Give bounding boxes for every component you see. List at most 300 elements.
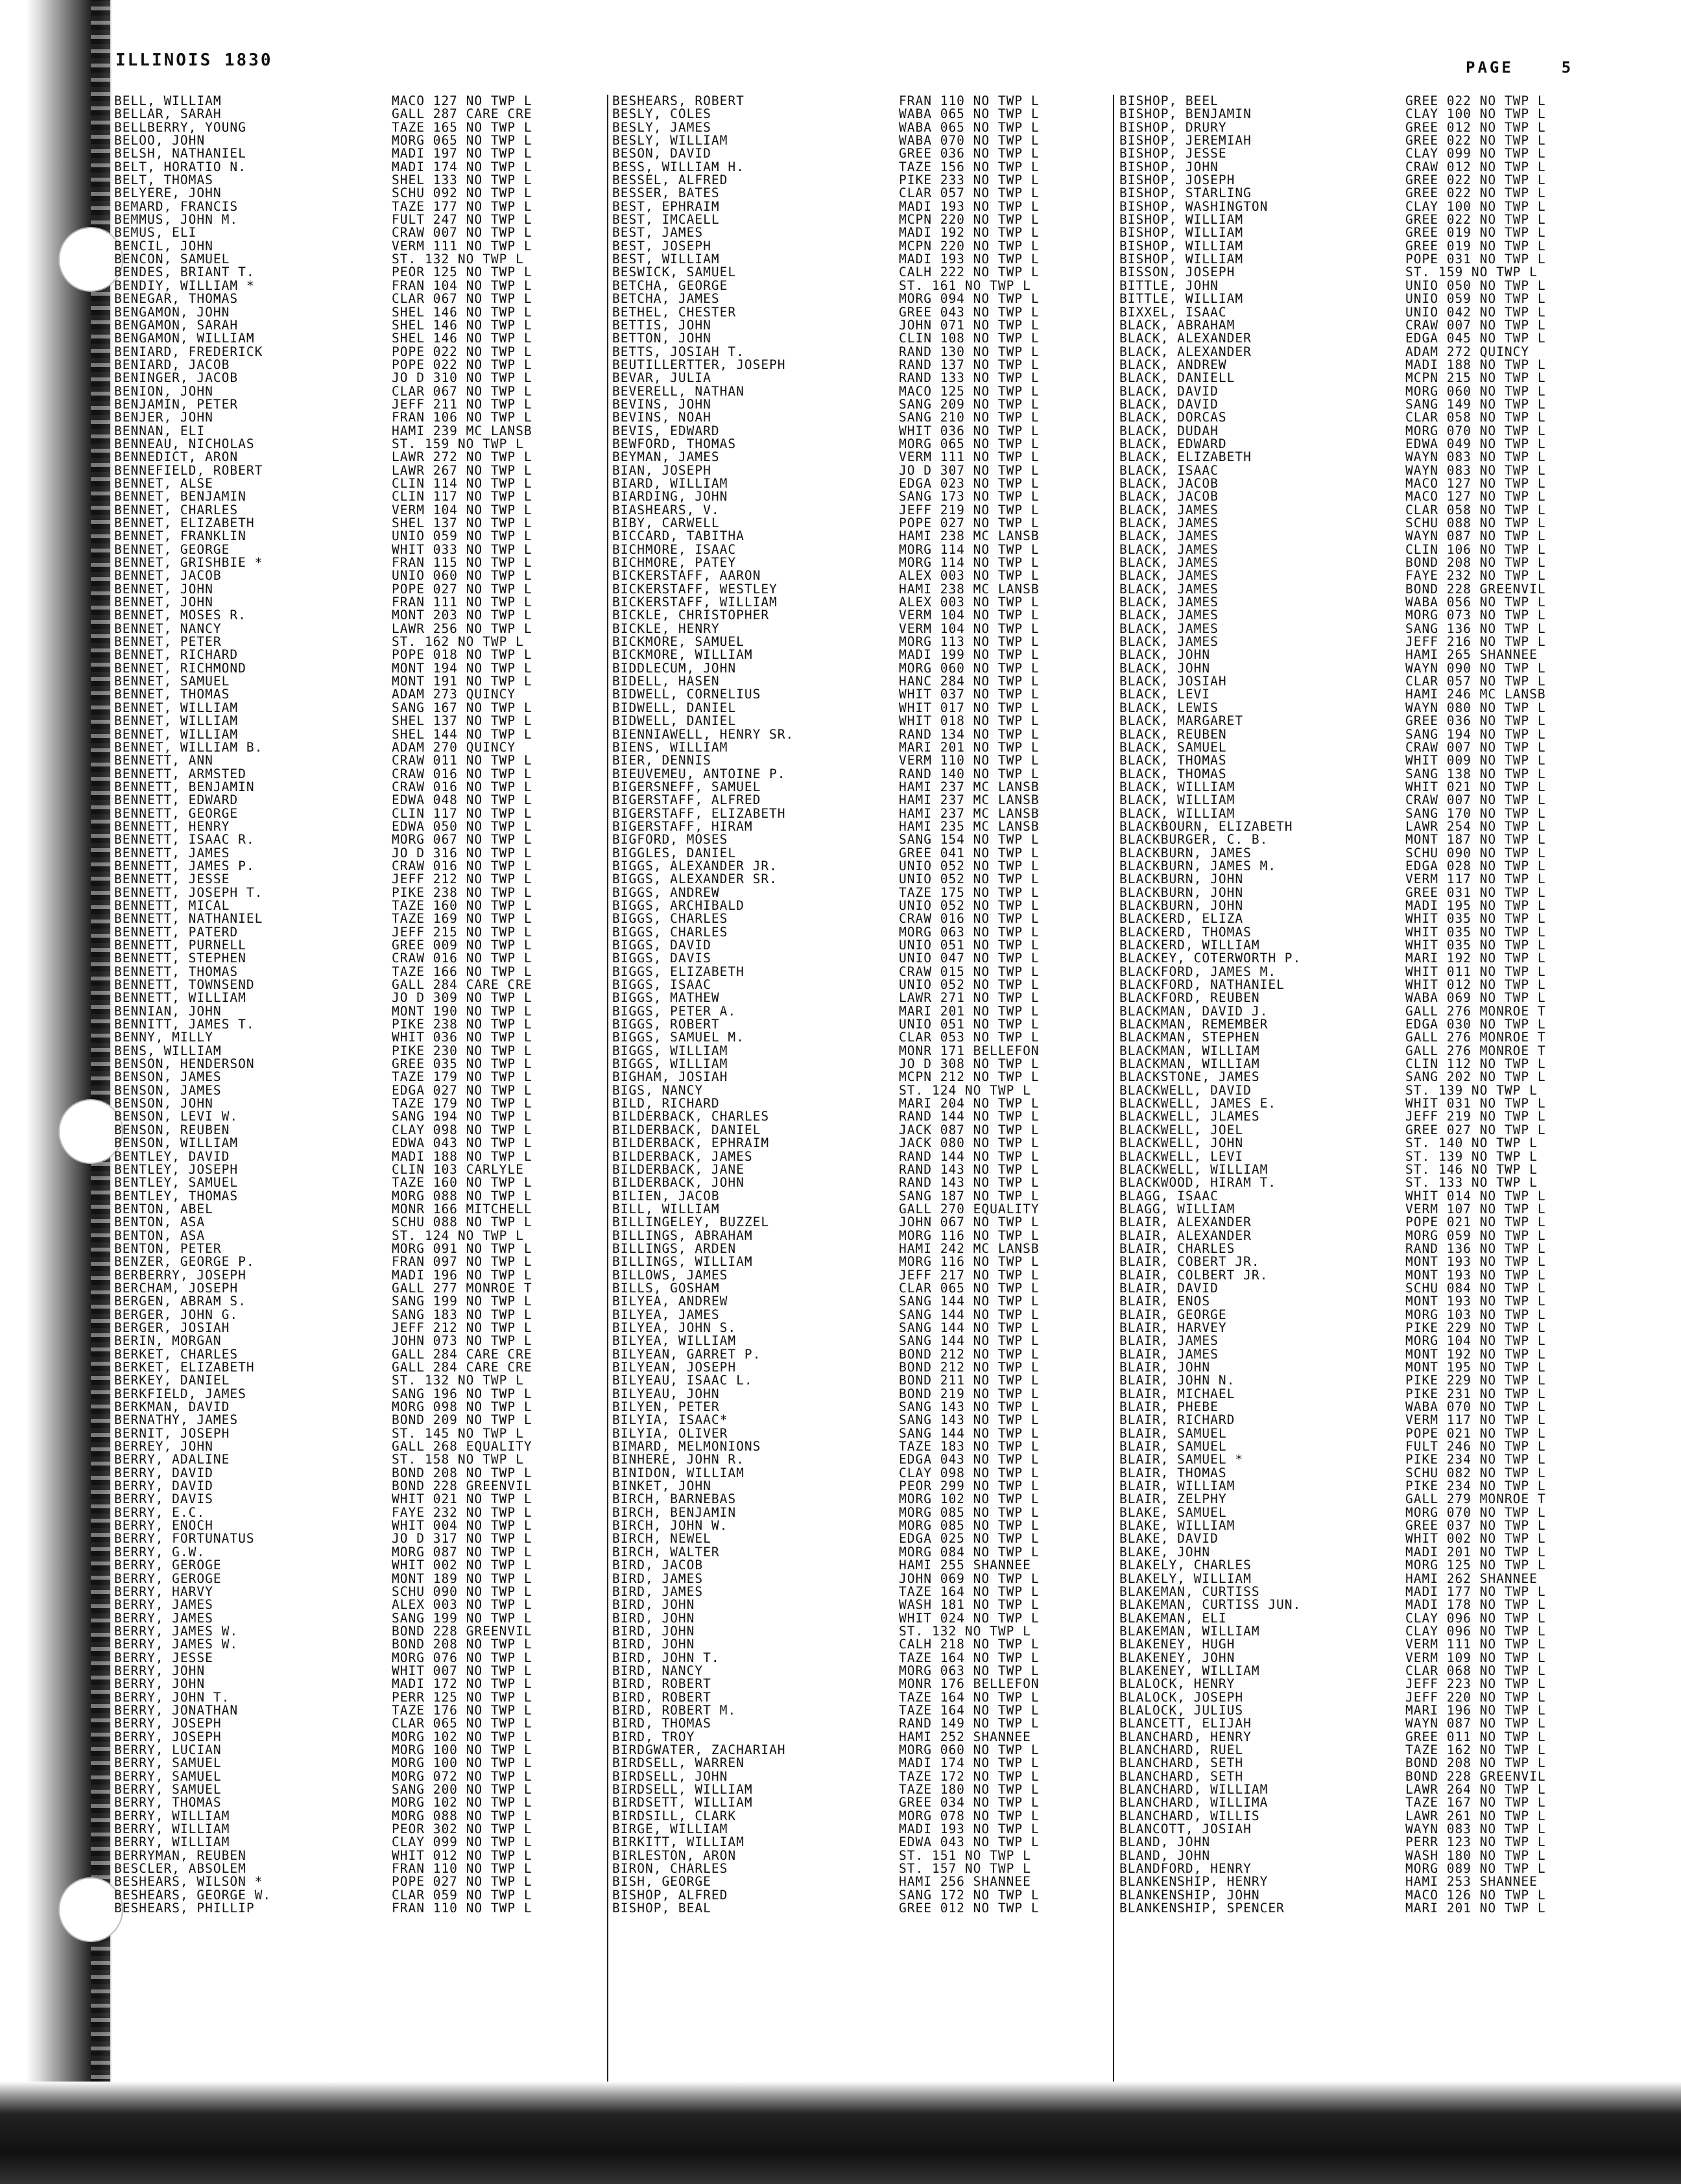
entry-place: MONT 193 NO TWP L xyxy=(1405,1267,1546,1283)
entry-place: BOND 212 NO TWP L xyxy=(899,1360,1040,1375)
entry-name: BERRY, JONATHAN xyxy=(114,1702,239,1718)
entry-place: EDWA 048 NO TWP L xyxy=(392,792,532,808)
entry-place: BOND 219 NO TWP L xyxy=(899,1386,1040,1401)
entry-name: BLACK, JAMES xyxy=(1119,555,1219,571)
entry-place: RAND 143 NO TWP L xyxy=(899,1175,1040,1191)
entry-name: BENNETT, ARMSTED xyxy=(114,766,246,781)
entry-name: BLACK, REUBEN xyxy=(1119,726,1227,742)
entry-name: BEST, JAMES xyxy=(612,225,704,241)
entry-place: SHEL 144 NO TWP L xyxy=(392,726,532,742)
entry-place: CLAY 100 NO TWP L xyxy=(1405,198,1546,214)
entry-name: BIRCH, WALTER xyxy=(612,1544,720,1560)
entry-name: BENTLEY, SAMUEL xyxy=(114,1175,239,1191)
entry-name: BLAKENEY, HUGH xyxy=(1119,1637,1235,1652)
entry-place: JACK 087 NO TWP L xyxy=(899,1122,1040,1137)
entry-place: TAZE 183 NO TWP L xyxy=(899,1439,1040,1454)
entry-name: BISHOP, JEREMIAH xyxy=(1119,133,1252,148)
entry-name: BLANDFORD, HENRY xyxy=(1119,1861,1252,1877)
entry-name: BIDDLECUM, JOHN xyxy=(612,660,737,676)
entry-place: PEOR 302 NO TWP L xyxy=(392,1822,532,1837)
entry-place: SCHU 088 NO TWP L xyxy=(1405,516,1546,530)
entry-place: ST. 145 NO TWP L xyxy=(392,1425,524,1441)
entry-place: SCHU 090 NO TWP L xyxy=(392,1584,532,1599)
entry-place: MADI 193 NO TWP L xyxy=(899,252,1040,267)
entry-name: BLALOCK, HENRY xyxy=(1119,1676,1235,1692)
entry-place: CALH 222 NO TWP L xyxy=(899,265,1040,280)
entry-place: SANG 144 NO TWP L xyxy=(899,1320,1040,1335)
entry-name: BLAIR, WILLIAM xyxy=(1119,1478,1235,1494)
entry-place: RAND 133 NO TWP L xyxy=(899,370,1040,386)
entry-name: BENGAMON, SARAH xyxy=(114,317,239,333)
entry-name: BERGER, JOHN G. xyxy=(114,1307,239,1322)
entry-place: SCHU 090 NO TWP L xyxy=(1405,845,1546,861)
entry-place: ST. 132 NO TWP L xyxy=(392,252,524,267)
entry-place: MONR 166 MITCHELL xyxy=(392,1201,532,1217)
entry-name: BENNETT, THOMAS xyxy=(114,964,239,979)
entry-place: BOND 228 GREENVIL xyxy=(392,1623,532,1639)
entry-name: BENNET, RICHMOND xyxy=(114,660,246,676)
entry-place: SANG 144 NO TWP L xyxy=(899,1425,1040,1441)
entry-place: CLAY 099 NO TWP L xyxy=(392,1834,532,1850)
entry-place: WHIT 036 NO TWP L xyxy=(899,423,1040,438)
entry-place: MONT 195 NO TWP L xyxy=(1405,1360,1546,1375)
entry-place: CLAR 057 NO TWP L xyxy=(1405,674,1546,689)
entry-name: BERRY, JAMES W. xyxy=(114,1623,239,1639)
entry-place: CLAR 057 NO TWP L xyxy=(899,185,1040,201)
entry-name: BIER, DENNIS xyxy=(612,753,711,768)
entry-name: BIRDSELL, JOHN xyxy=(612,1768,728,1784)
entry-name: BENNET, JACOB xyxy=(114,568,222,584)
entry-place: VERM 111 NO TWP L xyxy=(392,238,532,254)
entry-name: BERRY, GEROGE xyxy=(114,1558,222,1573)
entry-place: HANC 284 NO TWP L xyxy=(899,674,1040,689)
entry-place: CLAY 100 NO TWP L xyxy=(1405,106,1546,122)
entry-name: BLACK, ISAAC xyxy=(1119,462,1219,478)
entry-name: BENNET, WILLIAM xyxy=(114,726,239,742)
entry-place: MADI 195 NO TWP L xyxy=(1405,897,1546,913)
entry-place: GREE 022 NO TWP L xyxy=(1405,133,1546,148)
entry-name: BIRD, TROY xyxy=(612,1729,695,1744)
entry-place: MONT 191 NO TWP L xyxy=(392,674,532,689)
entry-place: VERM 117 NO TWP L xyxy=(1405,872,1546,887)
entry-name: BEMARD, FRANCIS xyxy=(114,198,239,214)
entry-place: RAND 136 NO TWP L xyxy=(1405,1240,1546,1256)
entry-name: BILLS, GOSHAM xyxy=(612,1280,720,1296)
entry-place: WHIT 011 NO TWP L xyxy=(1405,964,1546,979)
entry-place: LAWR 264 NO TWP L xyxy=(1405,1782,1546,1797)
entry-place: MORG 063 NO TWP L xyxy=(899,1663,1040,1678)
entry-place: TAZE 175 NO TWP L xyxy=(899,884,1040,900)
entry-name: BLACK, THOMAS xyxy=(1119,766,1227,781)
entry-place: ST. 139 NO TWP L xyxy=(1405,1148,1538,1164)
entry-place: UNIO 060 NO TWP L xyxy=(392,568,532,584)
entry-name: BEST, WILLIAM xyxy=(612,252,720,267)
entry-place: WAYN 090 NO TWP L xyxy=(1405,660,1546,676)
entry-place: GALL 284 CARE CRE xyxy=(392,1346,532,1362)
entry-place: LAWR 261 NO TWP L xyxy=(1405,1808,1546,1823)
entry-name: BETCHA, JAMES xyxy=(612,291,720,307)
entry-place: GALL 284 CARE CRE xyxy=(392,1360,532,1375)
entry-place: CRAW 011 NO TWP L xyxy=(392,753,532,768)
entry-place: TAZE 164 NO TWP L xyxy=(899,1584,1040,1599)
entry-place: ST. 146 NO TWP L xyxy=(1405,1161,1538,1177)
entry-name: BLAKENEY, JOHN xyxy=(1119,1650,1235,1665)
entry-name: BEVIS, EDWARD xyxy=(612,423,720,438)
entry-place: CLAR 067 NO TWP L xyxy=(392,383,532,399)
entry-place: WABA 056 NO TWP L xyxy=(1405,595,1546,610)
entry-place: SANG 143 NO TWP L xyxy=(899,1399,1040,1415)
entry-place: UNIO 059 NO TWP L xyxy=(392,528,532,544)
entry-name: BESLY, WILLIAM xyxy=(612,133,728,148)
entry-place: JEFF 215 NO TWP L xyxy=(392,924,532,940)
entry-name: BLACKMAN, WILLIAM xyxy=(1119,1043,1260,1058)
entry-name: BENSON, WILLIAM xyxy=(114,1135,239,1151)
entry-place: VERM 109 NO TWP L xyxy=(1405,1650,1546,1665)
entry-name: BIRD, JOHN xyxy=(612,1597,695,1613)
entry-name: BETTIS, JOHN xyxy=(612,317,711,333)
entry-place: FULT 247 NO TWP L xyxy=(392,212,532,228)
entry-name: BENJER, JOHN xyxy=(114,410,213,425)
entry-place: GALL 268 EQUALITY xyxy=(392,1439,532,1454)
entry-name: BLALOCK, JOSEPH xyxy=(1119,1689,1244,1705)
entry-name: BIGGS, CHARLES xyxy=(612,924,728,940)
entry-name: BLACK, JACOB xyxy=(1119,489,1219,504)
entry-place: TAZE 162 NO TWP L xyxy=(1405,1742,1546,1757)
entry-name: BLANCHARD, SETH xyxy=(1119,1755,1244,1771)
entry-place: MORG 065 NO TWP L xyxy=(899,436,1040,451)
entry-name: BERKMAN, DAVID xyxy=(114,1399,230,1415)
entry-place: UNIO 050 NO TWP L xyxy=(1405,278,1546,293)
entry-name: BERRY, JAMES xyxy=(114,1597,213,1613)
entry-name: BENNET, ELIZABETH xyxy=(114,516,255,530)
entry-name: BERRY, WILLIAM xyxy=(114,1822,230,1837)
entry-place: CLIN 117 NO TWP L xyxy=(392,805,532,821)
entry-place: MORG 103 NO TWP L xyxy=(1405,1307,1546,1322)
entry-name: BINKET, JOHN xyxy=(612,1478,711,1494)
entry-place: WHIT 024 NO TWP L xyxy=(899,1610,1040,1626)
entry-place: SANG 183 NO TWP L xyxy=(392,1307,532,1322)
entry-place: GREE 043 NO TWP L xyxy=(899,304,1040,320)
entry-name: BLACK, JAMES xyxy=(1119,502,1219,517)
entry-place: WHIT 035 NO TWP L xyxy=(1405,924,1546,940)
entry-place: MARI 196 NO TWP L xyxy=(1405,1702,1546,1718)
entry-place: BOND 208 NO TWP L xyxy=(1405,1755,1546,1771)
entry-place: MARI 192 NO TWP L xyxy=(1405,951,1546,966)
entry-name: BLAIR, RICHARD xyxy=(1119,1412,1235,1428)
entry-name: BENS, WILLIAM xyxy=(114,1043,222,1058)
entry-place: VERM 111 NO TWP L xyxy=(899,449,1040,465)
entry-name: BILYEA, WILLIAM xyxy=(612,1333,737,1349)
entry-name: BERRY, SAMUEL xyxy=(114,1755,222,1771)
entry-place: MORG 072 NO TWP L xyxy=(392,1768,532,1784)
entry-name: BISHOP, JESSE xyxy=(1119,146,1227,161)
entry-name: BENNET, WILLIAM xyxy=(114,713,239,729)
entry-place: ST. 132 NO TWP L xyxy=(392,1373,524,1388)
entry-name: BIRCH, BENJAMIN xyxy=(612,1504,737,1520)
entry-name: BELL, WILLIAM xyxy=(114,93,222,108)
entry-place: MADI 178 NO TWP L xyxy=(1405,1597,1546,1613)
entry-place: SHEL 146 NO TWP L xyxy=(392,317,532,333)
entry-name: BENNET, SAMUEL xyxy=(114,674,230,689)
entry-place: ST. 124 NO TWP L xyxy=(392,1228,524,1243)
entry-place: LAWR 267 NO TWP L xyxy=(392,462,532,478)
entry-name: BIARD, WILLIAM xyxy=(612,475,728,491)
entry-name: BENNET, BENJAMIN xyxy=(114,489,246,504)
entry-place: ST. 161 NO TWP L xyxy=(899,278,1031,293)
entry-name: BLACK, LEVI xyxy=(1119,687,1211,702)
entry-place: MONT 203 NO TWP L xyxy=(392,608,532,623)
entry-name: BLANCHARD, WILLIS xyxy=(1119,1808,1260,1823)
entry-place: MADI 188 NO TWP L xyxy=(1405,357,1546,372)
entry-place: BOND 212 NO TWP L xyxy=(899,1346,1040,1362)
entry-name: BLANKENSHIP, SPENCER xyxy=(1119,1901,1285,1916)
entry-place: WAYN 087 NO TWP L xyxy=(1405,1716,1546,1731)
entry-name: BLAIR, JAMES xyxy=(1119,1346,1219,1362)
entry-name: BLAKEMAN, WILLIAM xyxy=(1119,1623,1260,1639)
entry-place: JOHN 067 NO TWP L xyxy=(899,1215,1040,1230)
entry-name: BENNIAN, JOHN xyxy=(114,1003,222,1019)
entry-place: SCHU 084 NO TWP L xyxy=(1405,1280,1546,1296)
entry-place: MORG 060 NO TWP L xyxy=(899,660,1040,676)
entry-place: MONT 193 NO TWP L xyxy=(1405,1294,1546,1309)
entry-place: GREE 009 NO TWP L xyxy=(392,938,532,953)
entry-place: MORG 091 NO TWP L xyxy=(392,1240,532,1256)
entry-name: BERRY, DAVID xyxy=(114,1478,213,1494)
entry-place: TAZE 180 NO TWP L xyxy=(899,1782,1040,1797)
entry-name: BLAKEMAN, ELI xyxy=(1119,1610,1227,1626)
entry-name: BILYIA, ISAAC* xyxy=(612,1412,728,1428)
entry-place: TAZE 164 NO TWP L xyxy=(899,1689,1040,1705)
entry-name: BENCIL, JOHN xyxy=(114,238,213,254)
entry-place: MORG 102 NO TWP L xyxy=(392,1729,532,1744)
entry-name: BENNET, THOMAS xyxy=(114,687,230,702)
entry-place: JOHN 069 NO TWP L xyxy=(899,1571,1040,1586)
entry-place: CLIN 117 NO TWP L xyxy=(392,489,532,504)
entry-place: CLAR 065 NO TWP L xyxy=(899,1280,1040,1296)
entry-place: WHIT 035 NO TWP L xyxy=(1405,938,1546,953)
entry-name: BEMUS, ELI xyxy=(114,225,197,241)
entry-name: BLALOCK, JULIUS xyxy=(1119,1702,1244,1718)
entry-place: MACO 126 NO TWP L xyxy=(1405,1887,1546,1903)
entry-name: BLANCETT, ELIJAH xyxy=(1119,1716,1252,1731)
entry-place: MORG 085 NO TWP L xyxy=(899,1518,1040,1534)
entry-place: GREE 041 NO TWP L xyxy=(899,845,1040,861)
entry-name: BIENNIAWELL, HENRY SR. xyxy=(612,726,794,742)
page-number: PAGE 5 xyxy=(1466,58,1574,77)
entry-place: SHEL 146 NO TWP L xyxy=(392,331,532,346)
entry-place: JEFF 220 NO TWP L xyxy=(1405,1689,1546,1705)
entry-name: BIDWELL, DANIEL xyxy=(612,713,737,729)
entry-place: WHIT 002 NO TWP L xyxy=(392,1558,532,1573)
entry-place: FRAN 115 NO TWP L xyxy=(392,555,532,571)
entry-name: BERIN, MORGAN xyxy=(114,1333,222,1349)
entry-name: BICHMORE, PATEY xyxy=(612,555,737,571)
entry-name: BILLINGS, WILLIAM xyxy=(612,1254,753,1270)
entry-name: BILYEA, ANDREW xyxy=(612,1294,728,1309)
entry-name: BENNETT, PATERD xyxy=(114,924,239,940)
entry-name: BEUTILLERTTER, JOSEPH xyxy=(612,357,786,372)
entry-name: BLACK, WILLIAM xyxy=(1119,779,1235,794)
entry-name: BESHEARS, PHILLIP xyxy=(114,1901,255,1916)
entry-name: BENTON, PETER xyxy=(114,1240,222,1256)
entry-place: TAZE 156 NO TWP L xyxy=(899,159,1040,174)
entry-name: BLACK, JOSIAH xyxy=(1119,674,1227,689)
entry-name: BERRY, JAMES xyxy=(114,1610,213,1626)
entry-place: JEFF 216 NO TWP L xyxy=(1405,634,1546,650)
entry-place: BOND 208 NO TWP L xyxy=(392,1637,532,1652)
entry-place: MADI 196 NO TWP L xyxy=(392,1267,532,1283)
entry-name: BINIDON, WILLIAM xyxy=(612,1465,745,1480)
entry-place: SANG 202 NO TWP L xyxy=(1405,1069,1546,1085)
entry-place: MORG 060 NO TWP L xyxy=(1405,383,1546,399)
entry-place: MONT 193 NO TWP L xyxy=(1405,1254,1546,1270)
entry-place: WHIT 031 NO TWP L xyxy=(1405,1096,1546,1111)
entry-name: BENNET, GEORGE xyxy=(114,541,230,557)
entry-place: SANG 167 NO TWP L xyxy=(392,700,532,715)
entry-place: TAZE 164 NO TWP L xyxy=(899,1702,1040,1718)
entry-name: BIEUVEMEU, ANTOINE P. xyxy=(612,766,786,781)
entry-name: BIRDSILL, CLARK xyxy=(612,1808,737,1823)
entry-place: TAZE 165 NO TWP L xyxy=(392,119,532,135)
entry-place: MADI 201 NO TWP L xyxy=(1405,1544,1546,1560)
entry-name: BLACKBURN, JAMES xyxy=(1119,845,1252,861)
entry-name: BERCHAM, JOSEPH xyxy=(114,1280,239,1296)
entry-place: POPE 021 NO TWP L xyxy=(1405,1425,1546,1441)
entry-place: CRAW 007 NO TWP L xyxy=(1405,792,1546,808)
entry-name: BLANCOTT, JOSIAH xyxy=(1119,1822,1252,1837)
entry-name: BENNETT, ISAAC R. xyxy=(114,832,255,848)
entry-name: BESLY, JAMES xyxy=(612,119,711,135)
entry-name: BLAIR, THOMAS xyxy=(1119,1465,1227,1480)
entry-name: BLAKENEY, WILLIAM xyxy=(1119,1663,1260,1678)
entry-place: WHIT 036 NO TWP L xyxy=(392,1030,532,1045)
entry-place: JEFF 212 NO TWP L xyxy=(392,872,532,887)
entry-name: BILYEAN, JOSEPH xyxy=(612,1360,737,1375)
entry-place: JO D 317 NO TWP L xyxy=(392,1531,532,1547)
entry-name: BERRY, JOHN T. xyxy=(114,1689,230,1705)
entry-place: HAMI 239 MC LANSB xyxy=(392,423,532,438)
entry-place: ST. 158 NO TWP L xyxy=(392,1452,524,1467)
entry-name: BERRY, E.C. xyxy=(114,1504,206,1520)
entry-place: JEFF 217 NO TWP L xyxy=(899,1267,1040,1283)
entry-place: VERM 107 NO TWP L xyxy=(1405,1201,1546,1217)
entry-place: MORG 085 NO TWP L xyxy=(899,1504,1040,1520)
entry-name: BLACKWELL, WILLIAM xyxy=(1119,1161,1269,1177)
entry-place: MORG 116 NO TWP L xyxy=(899,1228,1040,1243)
entry-place: TAZE 160 NO TWP L xyxy=(392,897,532,913)
entry-name: BLACK, ELIZABETH xyxy=(1119,449,1252,465)
entry-name: BLAKEMAN, CURTISS xyxy=(1119,1584,1260,1599)
entry-name: BIRD, JAMES xyxy=(612,1571,704,1586)
entry-name: BENNY, MILLY xyxy=(114,1030,213,1045)
entry-place: GALL 284 CARE CRE xyxy=(392,977,532,993)
entry-name: BIDELL, HASEN xyxy=(612,674,720,689)
entry-place: GREE 036 NO TWP L xyxy=(1405,713,1546,729)
entry-place: POPE 022 NO TWP L xyxy=(392,344,532,359)
entry-place: CLAY 096 NO TWP L xyxy=(1405,1623,1546,1639)
entry-place: RAND 134 NO TWP L xyxy=(899,726,1040,742)
page-title: ILLINOIS 1830 xyxy=(115,51,273,70)
entry-name: BENNETT, JAMES P. xyxy=(114,858,255,873)
entry-name: BIGGS, ALEXANDER SR. xyxy=(612,872,778,887)
entry-place: SANG 136 NO TWP L xyxy=(1405,621,1546,636)
entry-name: BENSON, JAMES xyxy=(114,1082,222,1098)
entry-place: JEFF 219 NO TWP L xyxy=(899,502,1040,517)
entry-place: PIKE 238 NO TWP L xyxy=(392,1017,532,1032)
entry-name: BIGHAM, JOSIAH xyxy=(612,1069,728,1085)
entry-place: WHIT 007 NO TWP L xyxy=(392,1663,532,1678)
entry-place: MONT 190 NO TWP L xyxy=(392,1003,532,1019)
entry-place: FRAN 110 NO TWP L xyxy=(899,93,1040,108)
entry-name: BILLINGELEY, BUZZEL xyxy=(612,1215,770,1230)
entry-place: CLAR 058 NO TWP L xyxy=(1405,410,1546,425)
entry-name: BEYMAN, JAMES xyxy=(612,449,720,465)
entry-place: MCPN 220 NO TWP L xyxy=(899,212,1040,228)
entry-name: BIRD, ROBERT xyxy=(612,1689,711,1705)
entry-name: BENNAN, ELI xyxy=(114,423,206,438)
entry-place: SANG 144 NO TWP L xyxy=(899,1333,1040,1349)
entry-name: BERNATHY, JAMES xyxy=(114,1412,239,1428)
entry-place: WHIT 018 NO TWP L xyxy=(899,713,1040,729)
entry-place: CRAW 016 NO TWP L xyxy=(392,779,532,794)
entry-name: BEVERELL, NATHAN xyxy=(612,383,745,399)
entry-name: BENNITT, JAMES T. xyxy=(114,1017,255,1032)
entry-name: BLACK, JACOB xyxy=(1119,475,1219,491)
entry-place: HAMI 237 MC LANSB xyxy=(899,779,1040,794)
entry-name: BESHEARS, WILSON * xyxy=(114,1874,263,1890)
entry-place: EDWA 050 NO TWP L xyxy=(392,818,532,834)
entry-place: WAYN 083 NO TWP L xyxy=(1405,462,1546,478)
entry-place: GREE 012 NO TWP L xyxy=(899,1901,1040,1916)
entry-name: BIGERSNEFF, SAMUEL xyxy=(612,779,761,794)
entry-name: BLANCHARD, HENRY xyxy=(1119,1729,1252,1744)
entry-place: UNIO 051 NO TWP L xyxy=(899,1017,1040,1032)
entry-name: BLANCHARD, RUEL xyxy=(1119,1742,1244,1757)
entry-place: WAYN 087 NO TWP L xyxy=(1405,528,1546,544)
entry-name: BERKET, ELIZABETH xyxy=(114,1360,255,1375)
entry-place: SANG 187 NO TWP L xyxy=(899,1188,1040,1204)
entry-place: ST. 133 NO TWP L xyxy=(1405,1175,1538,1191)
entry-place: HAMI 252 SHANNEE xyxy=(899,1729,1031,1744)
entry-name: BIDWELL, DANIEL xyxy=(612,700,737,715)
entry-name: BESSER, BATES xyxy=(612,185,720,201)
entry-name: BLACK, JAMES xyxy=(1119,634,1219,650)
entry-place: JO D 308 NO TWP L xyxy=(899,1056,1040,1072)
entry-place: HAMI 238 MC LANSB xyxy=(899,528,1040,544)
entry-place: VERM 104 NO TWP L xyxy=(899,621,1040,636)
entry-name: BEVINS, JOHN xyxy=(612,396,711,412)
entry-name: BLACK, DAVID xyxy=(1119,383,1219,399)
entry-name: BIRON, CHARLES xyxy=(612,1861,728,1877)
entry-name: BLACK, JAMES xyxy=(1119,581,1219,597)
entry-place: GALL 279 MONROE T xyxy=(1405,1491,1546,1507)
entry-place: CLAR 065 NO TWP L xyxy=(392,1716,532,1731)
entry-name: BENCON, SAMUEL xyxy=(114,252,230,267)
entry-name: BERRY, G.W. xyxy=(114,1544,206,1560)
entry-name: BLACKBOURN, ELIZABETH xyxy=(1119,818,1293,834)
entry-name: BIARDING, JOHN xyxy=(612,489,728,504)
entry-place: LAWR 272 NO TWP L xyxy=(392,449,532,465)
entry-place: MORG 125 NO TWP L xyxy=(1405,1558,1546,1573)
entry-name: BENNETT, BENJAMIN xyxy=(114,779,255,794)
entry-name: BLACK, ABRAHAM xyxy=(1119,317,1235,333)
entry-place: MACO 127 NO TWP L xyxy=(1405,489,1546,504)
entry-place: MARI 201 NO TWP L xyxy=(1405,1901,1546,1916)
entry-name: BLAIR, ENOS xyxy=(1119,1294,1211,1309)
entry-name: BILDERBACK, CHARLES xyxy=(612,1109,770,1124)
punch-hole xyxy=(58,1099,123,1164)
entry-name: BICKERSTAFF, WESTLEY xyxy=(612,581,778,597)
